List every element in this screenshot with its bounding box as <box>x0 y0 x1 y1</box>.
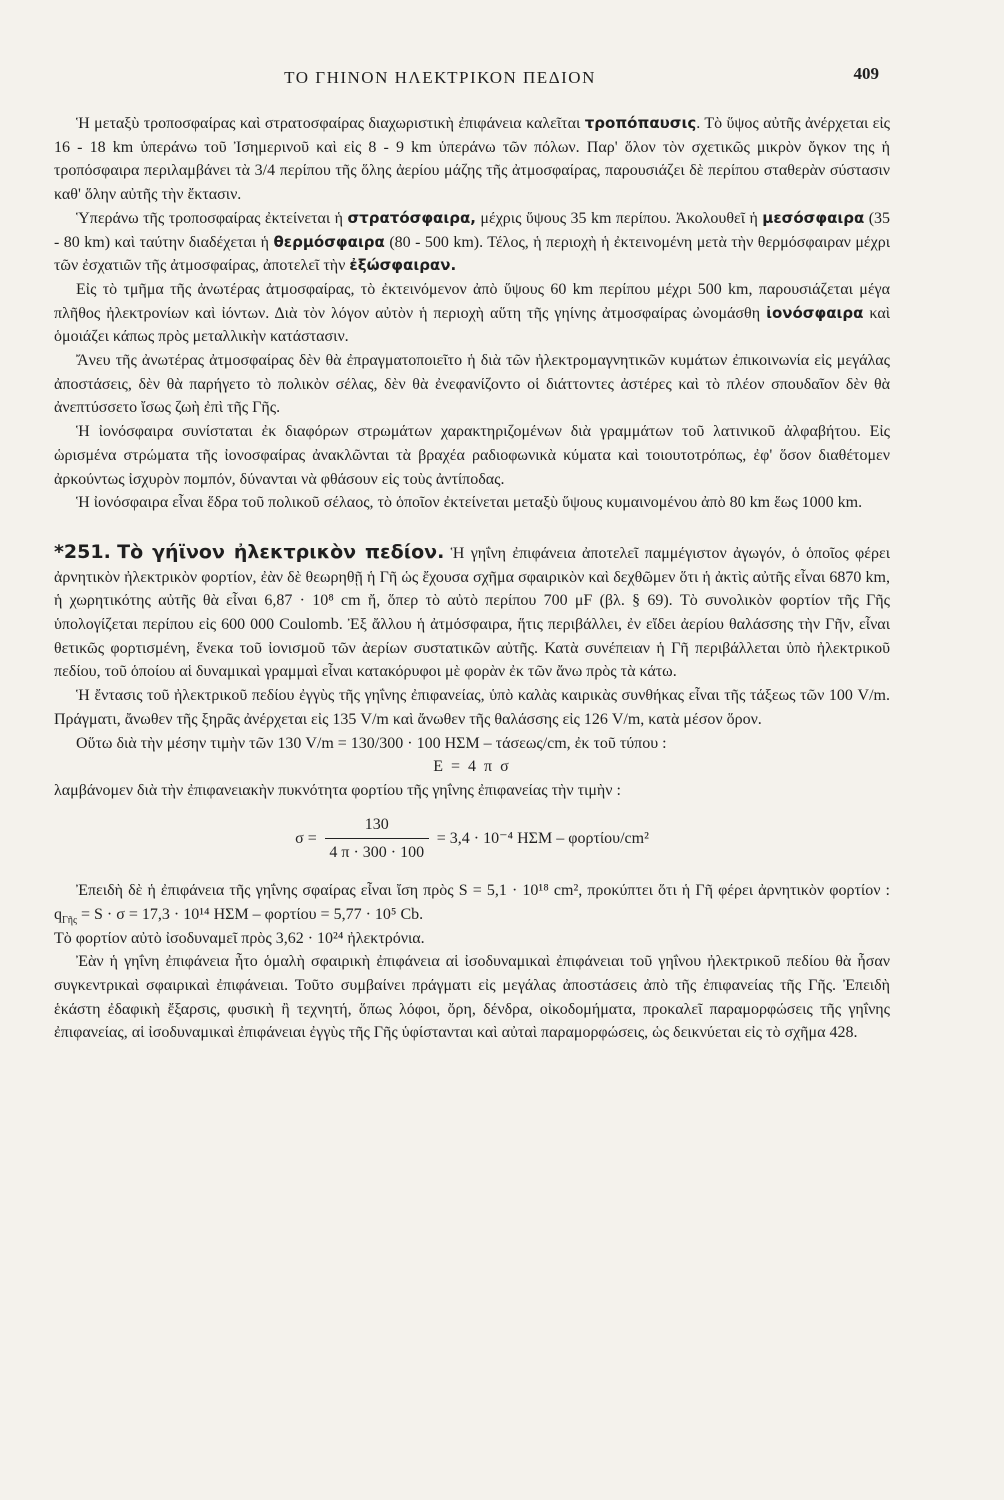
paragraph-tropopause <box>54 112 890 207</box>
paragraph-electron-equivalent: Τὸ φορτίον αὐτὸ ἰσοδυναμεῖ πρὸς 3,62 · 10²⁴ ἠλεκτρόνια. <box>54 929 425 947</box>
paragraph-upper-atmosphere: Ἄνευ τῆς ἀνωτέρας ἀτμοσφαίρας δὲν θὰ ἐπραγματοποιεῖτο ἡ διὰ τῶν ἠλεκτρομαγνητικῶν κυμάτων ἐπικοινωνία εἰς μεγάλας ἀποστάσεις, δὲν θὰ παρήγετο τὸ πολικὸν σέλας, δὲν θὰ ἐνεφανίζοντο οἱ διάττοντες ἀστέρες καὶ τὸ πλέον σπουδαῖον δὲν θὰ ἀνεπτύσσετο ἴσως ζωὴ ἐπὶ τῆς Γῆς. <box>54 352 890 417</box>
paragraph-ionosphere-layers: Ἡ ἰονόσφαιρα συνίσταται ἐκ διαφόρων στρωμάτων χαρακτηριζομένων διὰ γραμμάτων τοῦ λατινικοῦ ἀλφαβήτου. Εἰς ὡρισμένα στρώματα τῆς ἰονοσφαίρας ἀνακλῶνται τὰ βραχέα ραδιοφωνικὰ κύματα καὶ τοιουτοτρόπως, ἐφ' ὅσον διαθέτομεν ἀρκούντως ἰσχυρὸν πομπόν, δύνανται νὰ φθάσουν εἰς τοὺς ἀντίποδας. <box>54 423 890 488</box>
formula-lhs: σ = <box>295 830 317 848</box>
text-segment: (80 - 500 km). Τέλος, ἡ περιοχὴ ἡ ἐκτεινομένη μετὰ τὴν θερμόσφαιραν μέχρι τῶν ἐσχατιῶν τῆς ἀτμοσφαίρας, ἀποτελεῖ τὴν <box>54 233 891 275</box>
text-segment: . Τὸ ὕψος αὐτῆς ἀνέρχεται εἰς 16 - 18 km ὑπεράνω τοῦ Ἰσημερινοῦ καὶ εἰς 8 - 9 km ὑπεράνω τῶν πόλων. Παρ' ὅλον τὸν σχετικῶς μικρὸν ὄγκον της ἡ τροπόσφαιρα περιλαμβάνει τὰ 3/4 περίπου τῆς ὅλης ἀερίου μάζης τῆς ἀτμοσφαίρας, παρουσιάζει δὲ περίπου σταθερὰν σύστασιν καθ' ὅλην αὐτῆς τὴν ἔκτασιν. <box>54 115 891 204</box>
page-header <box>0 62 1004 92</box>
paragraph-earth-charge <box>54 879 890 926</box>
running-title: ΤΟ ΓΗΙΝΟΝ ΗΛΕΚΤΡΙΚΟΝ ΠΕΔΙΟΝ <box>284 68 596 87</box>
paragraph-aurora: Ἡ ἰονόσφαιρα εἶναι ἕδρα τοῦ πολικοῦ σέλαος, τὸ ὁποῖον ἐκτείνεται μεταξὺ ὕψους κυμαινομένου ἀπὸ 80 km ἕως 1000 km. <box>76 494 863 512</box>
paragraph-mean-value: Οὕτω διὰ τὴν μέσην τιμὴν τῶν 130 V/m = 130/300 · 100 ΗΣΜ – τάσεως/cm, ἐκ τοῦ τύπου : <box>76 734 667 752</box>
paragraph-surface-density: λαμβάνομεν διὰ τὴν ἐπιφανειακὴν πυκνότητα φορτίου τῆς γηΐνης ἐπιφανείας τὴν τιμὴν : <box>54 781 621 799</box>
section-text: Ἡ γηΐνη ἐπιφάνεια ἀποτελεῖ παμμέγιστον ἀγωγόν, ὁ ὁποῖος φέρει ἀρνητικὸν ἠλεκτρικὸν φορτίον, ἐὰν δὲ θεωρηθῇ ἡ Γῆ ὡς ἔχουσα σχῆμα σφαιρικὸν καὶ δεχθῶμεν ὅτι ἡ ἀκτὶς αὐτῆς εἶναι 6870 km, ἡ χωρητικότης αὐτῆς θὰ εἶναι 6,87 · 10⁸ cm ἤ, ὅπερ τὸ αὐτὸ περίπου 700 μF (βλ. § 69). Τὸ συνολικὸν φορτίον τῆς Γῆς ὑπολογίζεται περίπου εἰς 600 000 Coulomb. Ἐξ ἄλλου ἡ ἀτμόσφαιρα, ἥτις περιβάλλει, ἐν εἴδει ἀερίου θαλάσσης τὴν Γῆν, εἶναι θετικῶς φορτισμένη, ἕνεκα τοῦ ἰονισμοῦ τῶν ἀερίων συστατικῶν αὐτῆς. Κατὰ συνέπειαν ἡ Γῆ περιβάλλεται ὑπὸ ἠλεκτρικοῦ πεδίου, τοῦ ὁποίου αἱ δυναμικαὶ γραμμαὶ εἶναι κατακόρυφοι μὲ φορὰν ἐκ τῶν ἄνω πρὸς τὰ κάτω. <box>54 544 891 681</box>
paragraph-stratosphere <box>54 207 890 278</box>
fraction <box>325 813 429 865</box>
term-stratosphere: στρατόσφαιρα, <box>347 208 476 227</box>
formula-sigma <box>54 813 890 865</box>
paragraph-equipotential: Ἐὰν ἡ γηΐνη ἐπιφάνεια ἦτο ὁμαλὴ σφαιρικὴ ἐπιφάνεια αἱ ἰσοδυναμικαὶ ἐπιφάνειαι τοῦ γηΐνου ἠλεκτρικοῦ πεδίου θὰ ἦσαν συγκεντρικαὶ σφαιρικαὶ ἐπιφάνειαι. Τοῦτο συμβαίνει πράγματι εἰς μεγάλας ἀποστάσεις ἀπὸ τῆς ἐπιφανείας τῆς Γῆς. Ἐπειδὴ ἑκάστη ἐδαφικὴ ἔξαρσις, φυσικὴ ἢ τεχνητή, ὅπως λόφοι, ὄρη, δένδρα, οἰκοδομήματα, προκαλεῖ παραμορφώσεις τῆς γηΐνης ἐπιφανείας, αἱ ἰσοδυναμικαὶ ἐπιφάνειαι ἐγγὺς τῆς Γῆς ὑφίστανται καὶ αὐταὶ παραμορφώσεις, ὡς δεικνύεται εἰς τὸ σχῆμα 428. <box>54 953 890 1042</box>
paragraph-ionosphere-intro <box>54 278 890 349</box>
text-segment: Εἰς τὸ τμῆμα τῆς ἀνωτέρας ἀτμοσφαίρας, τὸ ἐκτεινόμενον ἀπὸ ὕψους 60 km περίπου μέχρι 500 km, παρουσιάζεται μέγα πλῆθος ἠλεκτρονίων καὶ ἰόντων. Διὰ τὸν λόγον αὐτὸν ἡ περιοχὴ αὕτη τῆς γηίνης ἀτμοσφαίρας ὠνομάσθη <box>54 280 890 322</box>
page-body <box>54 112 890 1045</box>
term-mesosphere: μεσόσφαιρα <box>762 208 865 227</box>
text-segment: καὶ ὁμοιάζει κάπως πρὸς μεταλλικὴν κατάστασιν. <box>54 304 891 346</box>
term-ionosphere: ἰονόσφαιρα <box>766 303 864 322</box>
section-title: Τὸ γήϊνον ἠλεκτρικὸν πεδίον. <box>117 540 445 563</box>
text-segment: (35 - 80 km) καὶ ταύτην διαδέχεται ἡ <box>54 209 891 251</box>
subscript-earth: Γῆς <box>62 914 77 926</box>
paragraph-field-intensity: Ἡ ἔντασις τοῦ ἠλεκτρικοῦ πεδίου ἐγγὺς τῆς γηΐνης ἐπιφανείας, ὑπὸ καλὰς καιρικὰς συνθήκας εἶναι τῆς τάξεως τῶν 100 V/m. Πράγματι, ἄνωθεν τῆς ξηρᾶς ἀνέρχεται εἰς 135 V/m καὶ ἄνωθεν τῆς θαλάσσης εἰς 126 V/m, κατὰ μέσον ὅρον. <box>54 687 890 728</box>
section-number: *251. <box>54 540 111 563</box>
term-exosphere: ἐξώσφαιραν. <box>349 256 457 275</box>
section-251 <box>54 541 890 684</box>
formula-e-4-pi-sigma: E = 4 π σ <box>433 758 511 776</box>
formula-rhs: = 3,4 · 10⁻⁴ ΗΣΜ – φορτίου/cm² <box>436 830 649 848</box>
text-segment: Ἡ μεταξὺ τροποσφαίρας καὶ στρατοσφαίρας διαχωριστικὴ ἐπιφάνεια καλεῖται <box>76 115 581 132</box>
term-thermosphere: θερμόσφαιρα <box>273 232 385 251</box>
text-segment: = S · σ = 17,3 · 10¹⁴ ΗΣΜ – φορτίου = 5,77 · 10⁵ Cb. <box>76 905 424 923</box>
text-segment: μέχρις ὕψους 35 km περίπου. Ἀκολουθεῖ ἡ <box>480 209 758 227</box>
text-segment: Ὑπεράνω τῆς τροποσφαίρας ἐκτείνεται ἡ <box>76 209 344 227</box>
page-number: 409 <box>853 64 879 83</box>
term-tropopause: τροπόπαυσις <box>584 114 697 132</box>
text-segment: Ἐπειδὴ δὲ ἡ ἐπιφάνεια τῆς γηΐνης σφαίρας εἶναι ἴση πρὸς S = 5,1 · 10¹⁸ cm², προκύπτει ὅτι ἡ Γῆ φέρει ἀρνητικὸν φορτίον : q <box>54 882 890 923</box>
fraction-numerator: 130 <box>325 813 429 840</box>
fraction-denominator: 4 π · 300 · 100 <box>329 844 425 862</box>
